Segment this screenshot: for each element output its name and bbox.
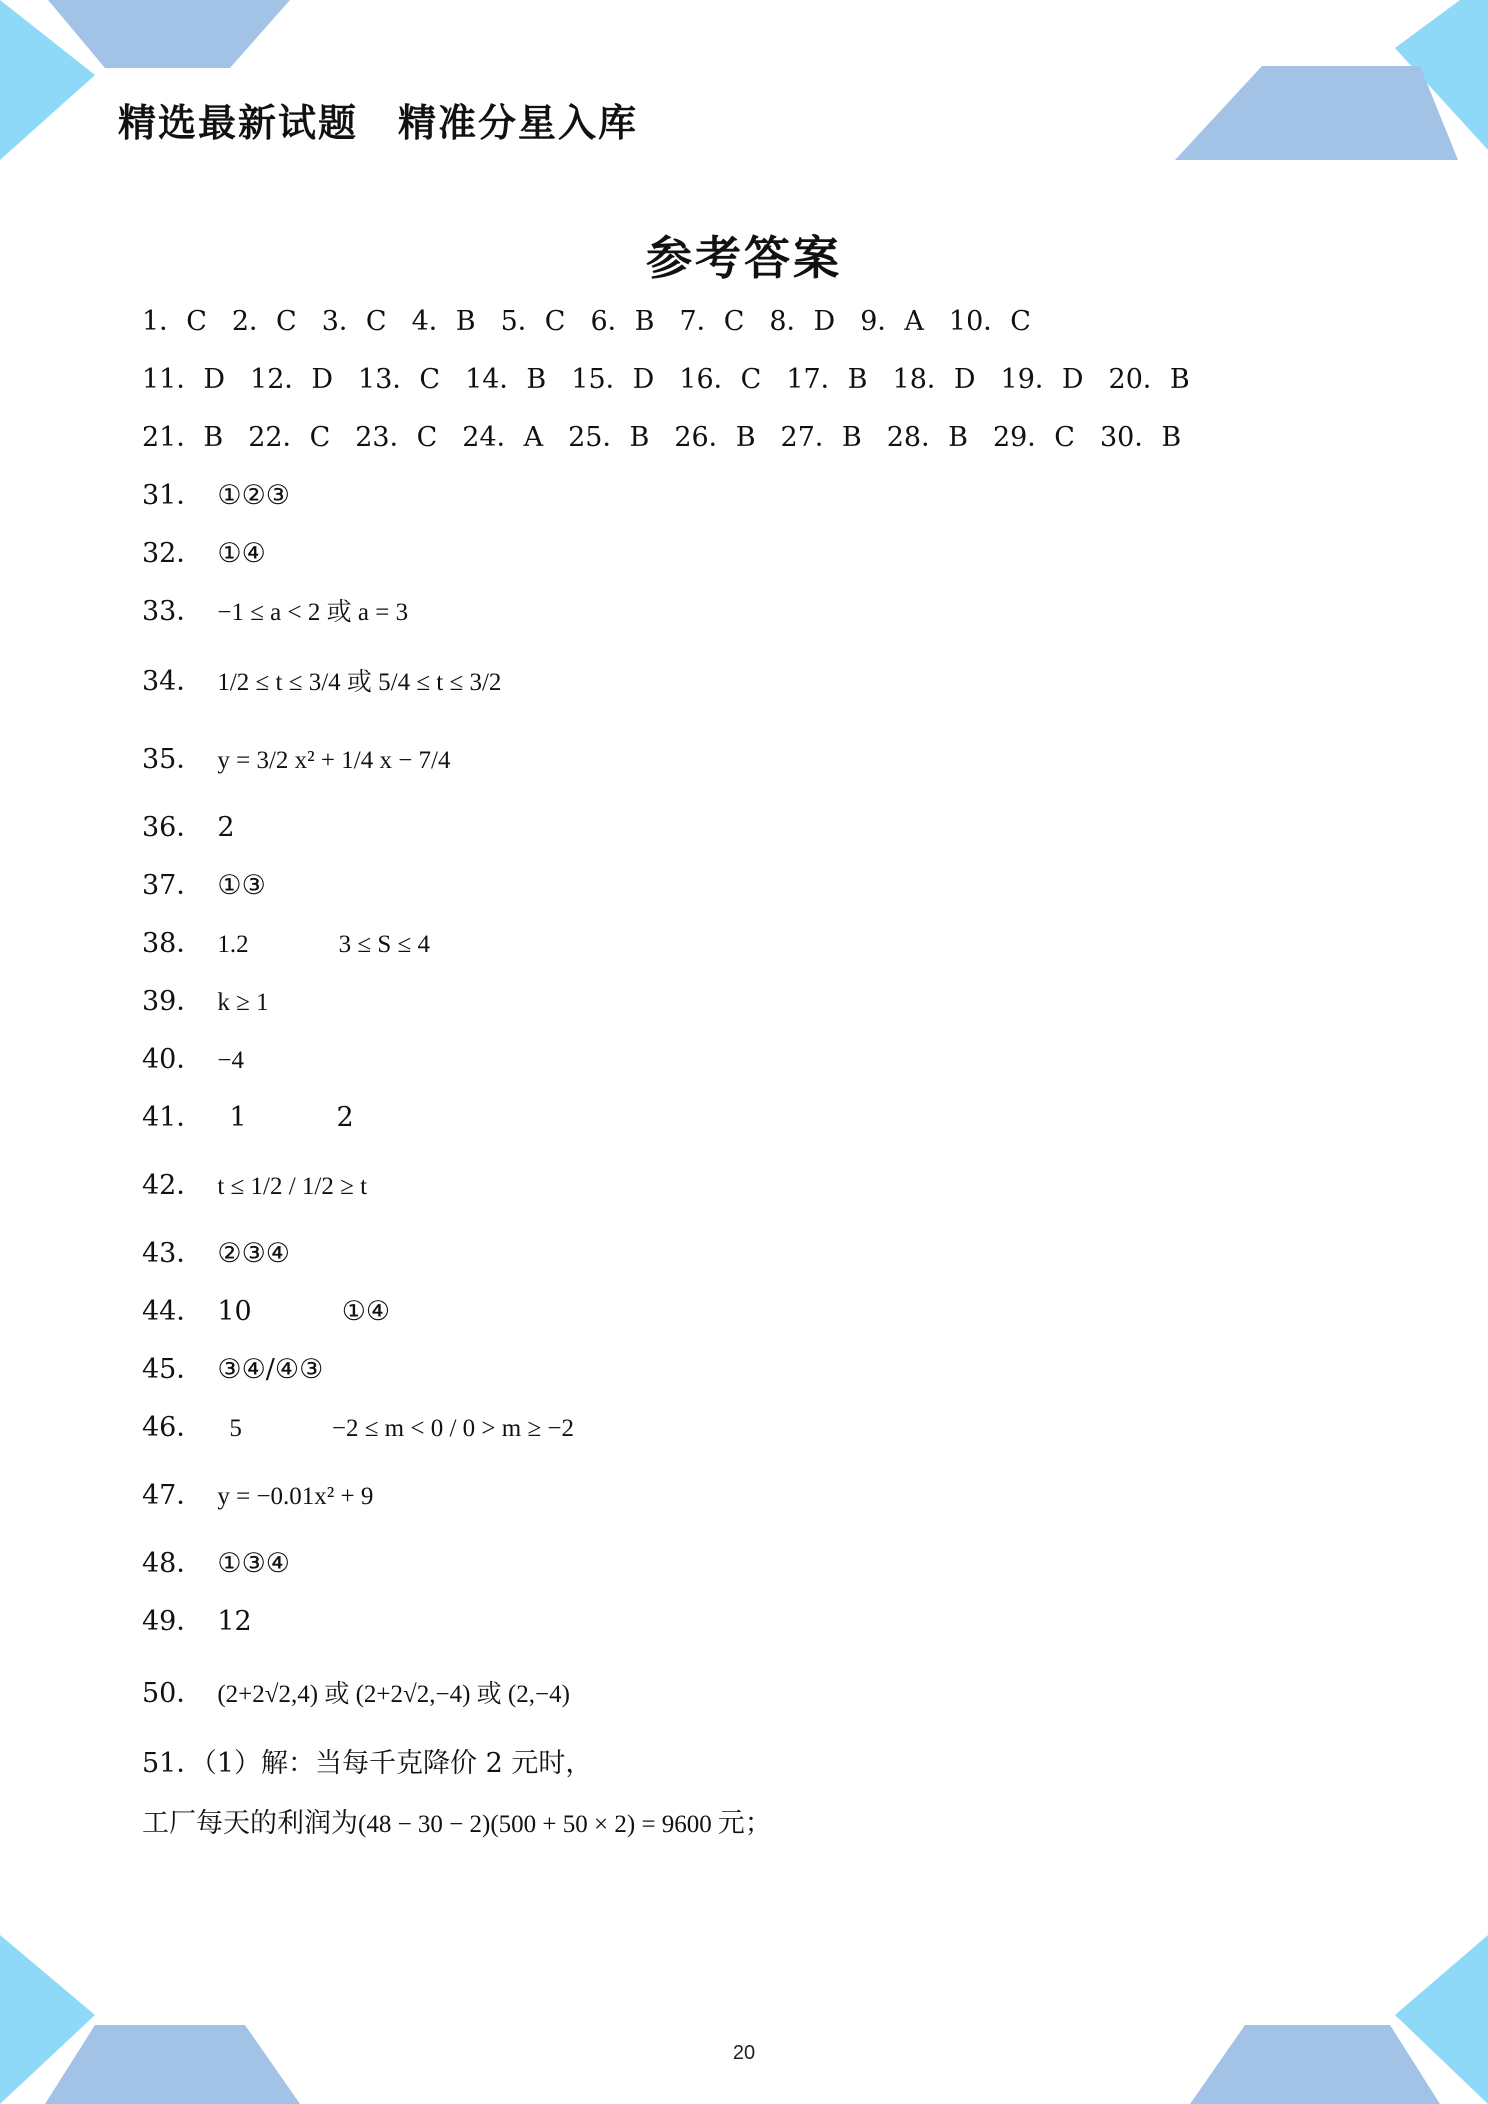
answer-49: 49． 12 <box>142 1606 252 1637</box>
mcq-item: 5．C <box>500 306 566 337</box>
answer-35: 35． y = 3/2 x² + 1/4 x − 7/4 <box>142 744 451 775</box>
slogan-2: 精准分星入库 <box>398 101 639 145</box>
answer-44: 44． 10 ①④ <box>142 1296 391 1327</box>
page-title: 参考答案 <box>646 231 842 285</box>
answer-38: 38． 1.2 3 ≤ S ≤ 4 <box>142 928 430 959</box>
answer-31: 31． ①②③ <box>142 480 290 511</box>
mcq-item: 21．B <box>142 422 224 453</box>
answer-37: 37． ①③ <box>142 870 266 901</box>
answer-40: 40． −4 <box>142 1044 244 1075</box>
answer-33: 33． −1 ≤ a < 2 或 a = 3 <box>142 596 409 627</box>
mcq-item: 10．C <box>948 306 1031 337</box>
slogan-1: 精选最新试题 <box>118 101 359 145</box>
answer-51-line-2: 工厂每天的利润为(48 − 30 − 2)(500 + 50 × 2) = 9600 元； <box>142 1808 772 1839</box>
mcq-item: 3．C <box>321 306 387 337</box>
answer-41: 41． 1 2 <box>142 1102 354 1133</box>
top-left-trapezoid <box>48 0 290 68</box>
answer-42: 42． t ≤ 1/2 / 1/2 ≥ t <box>142 1170 368 1201</box>
mcq-item: 2．C <box>231 306 297 337</box>
mcq-item: 7．C <box>679 306 745 337</box>
answer-34-math: 1/2 ≤ t ≤ 3/4 或 5/4 ≤ t ≤ 3/2 <box>217 669 502 696</box>
page-number: 20 <box>732 2042 756 2064</box>
answer-45: 45． ③④/④③ <box>142 1354 324 1385</box>
answer-32: 32． ①④ <box>142 538 266 569</box>
mcq-item: 1．C <box>142 306 207 337</box>
answer-35-math: y = 3/2 x² + 1/4 x − 7/4 <box>217 747 451 774</box>
mcq-item: 19．D <box>1000 364 1084 395</box>
mcq-item: 18．D <box>892 364 976 395</box>
answer-43: 43． ②③④ <box>142 1238 290 1269</box>
mcq-item: 28．B <box>886 422 968 453</box>
mcq-item: 20．B <box>1108 364 1190 395</box>
mcq-item: 8．D <box>769 306 836 337</box>
mcq-item: 6．B <box>590 306 655 337</box>
mcq-item: 30．B <box>1099 422 1182 453</box>
answer-48: 48． ①③④ <box>142 1548 290 1579</box>
answer-42-math: t ≤ 1/2 / 1/2 ≥ t <box>217 1173 368 1200</box>
mcq-item: 22．C <box>248 422 331 453</box>
answer-47: 47． y = −0.01x² + 9 <box>142 1480 374 1511</box>
answer-39: 39． k ≥ 1 <box>142 986 269 1017</box>
answer-51-line-1: 51．（1）解：当每千克降价 2 元时， <box>142 1748 593 1779</box>
mcq-row-1 <box>142 304 1056 340</box>
mcq-item: 13．C <box>358 364 441 395</box>
mcq-item: 14．B <box>465 364 547 395</box>
answer-36: 36． 2 <box>142 812 235 843</box>
header-slogan <box>118 92 638 147</box>
mcq-item: 4．B <box>411 306 476 337</box>
mcq-item: 29．C <box>992 422 1075 453</box>
answer-34: 34． 1/2 ≤ t ≤ 3/4 或 5/4 ≤ t ≤ 3/2 <box>142 666 502 697</box>
mcq-row-3 <box>142 420 1206 456</box>
mcq-item: 9．A <box>860 306 924 337</box>
mcq-item: 12．D <box>250 364 334 395</box>
mcq-item: 25．B <box>568 422 650 453</box>
top-right-trapezoid <box>1175 66 1458 160</box>
mcq-item: 16．C <box>679 364 762 395</box>
mcq-item: 26．B <box>674 422 756 453</box>
mcq-item: 24．A <box>462 422 544 453</box>
mcq-item: 27．B <box>780 422 862 453</box>
mcq-item: 11．D <box>142 364 226 395</box>
mcq-item: 15．D <box>571 364 655 395</box>
mcq-item: 17．B <box>786 364 868 395</box>
answer-50: 50． (2+2√2,4) 或 (2+2√2,−4) 或 (2,−4) <box>142 1678 570 1709</box>
mcq-row-2 <box>142 362 1215 398</box>
mcq-item: 23．C <box>355 422 438 453</box>
answer-46: 46． 5 −2 ≤ m < 0 / 0 > m ≥ −2 <box>142 1412 575 1443</box>
